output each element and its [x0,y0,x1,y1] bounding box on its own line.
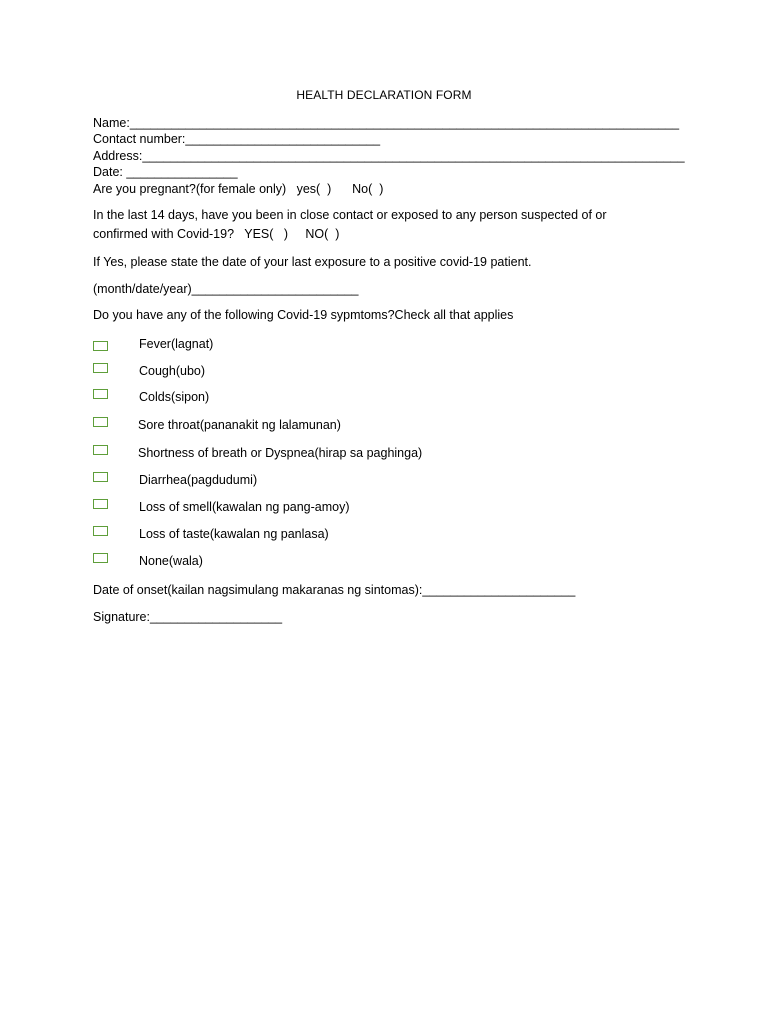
exposure-question-line1: In the last 14 days, have you been in close contact or exposed to any person suspected of or [93,208,607,222]
symptom-label: Shortness of breath or Dyspnea(hirap sa paghinga) [138,446,423,460]
checkbox[interactable] [93,553,108,563]
date-field[interactable]: Date: ________________ [93,165,238,179]
date-of-onset-field[interactable]: Date of onset(kailan nagsimulang makaranas ng sintomas):______________________ [93,583,576,597]
symptom-label: Loss of smell(kawalan ng pang-amoy) [139,500,350,514]
symptom-label: Sore throat(pananakit ng lalamunan) [138,418,341,432]
checkbox[interactable] [93,341,108,351]
checkbox[interactable] [93,472,108,482]
address-field[interactable]: Address:______________________________________________________________________________ [93,149,685,163]
symptom-label: None(wala) [139,554,203,568]
checkbox[interactable] [93,363,108,373]
pregnancy-question[interactable]: Are you pregnant?(for female only) yes( ) No( ) [93,182,384,196]
contact-number-field[interactable]: Contact number:____________________________ [93,132,381,146]
form-title: HEALTH DECLARATION FORM [296,88,472,102]
exposure-question-line2[interactable]: confirmed with Covid-19? YES( ) NO( ) [93,227,340,241]
checkbox[interactable] [93,445,108,455]
name-field[interactable]: Name:_______________________________________________________________________________ [93,116,680,130]
symptoms-question: Do you have any of the following Covid-19 sypmtoms?Check all that applies [93,308,514,322]
symptom-label: Fever(lagnat) [139,337,214,351]
exposure-date-field[interactable]: (month/date/year)________________________ [93,282,359,296]
symptom-label: Colds(sipon) [139,390,210,404]
checkbox[interactable] [93,499,108,509]
checkbox[interactable] [93,526,108,536]
checkbox[interactable] [93,389,108,399]
symptom-label: Cough(ubo) [139,364,206,378]
checkbox[interactable] [93,417,108,427]
symptom-label: Diarrhea(pagdudumi) [139,473,258,487]
symptom-label: Loss of taste(kawalan ng panlasa) [139,527,329,541]
signature-field[interactable]: Signature:___________________ [93,610,283,624]
exposure-if-yes-text: If Yes, please state the date of your last exposure to a positive covid-19 patient. [93,255,532,269]
